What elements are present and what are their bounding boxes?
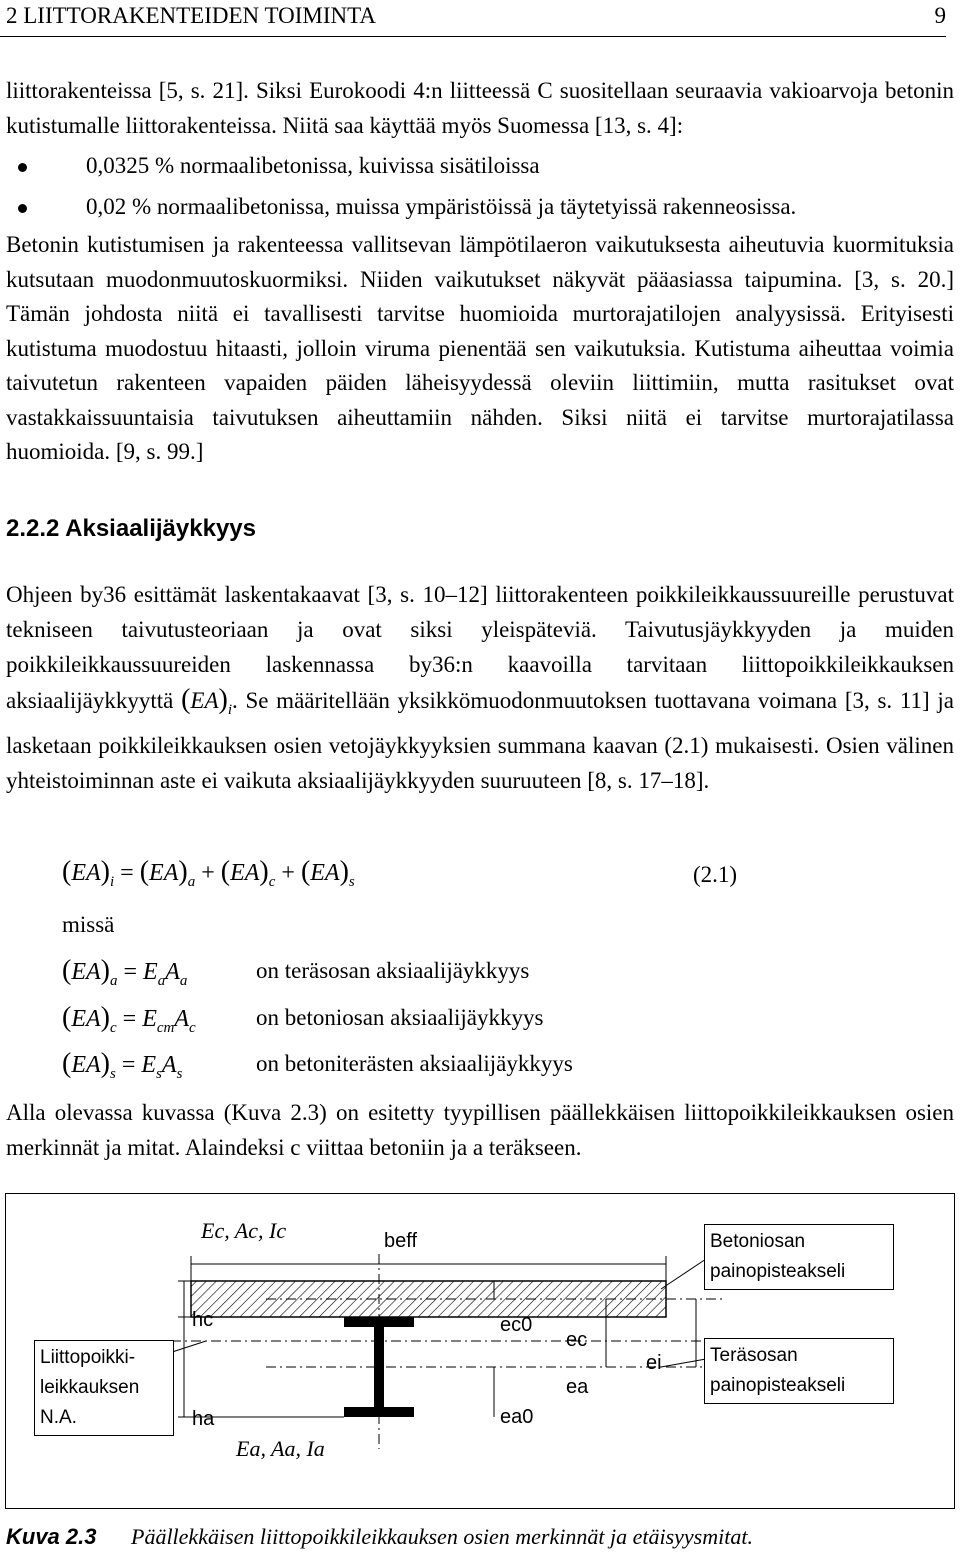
where-word: missä (62, 912, 115, 937)
figure-2-3 (5, 1193, 955, 1509)
def-steel-text: on teräsosan aksiaalijäykkyys (256, 958, 530, 983)
ha-label: ha (192, 1408, 215, 1430)
hc-label: hc (192, 1309, 214, 1331)
beff-label: beff (384, 1230, 417, 1252)
bullet-dot (18, 204, 27, 213)
steel-centroid-box: Teräsosan painopisteakseli (704, 1338, 894, 1404)
bullet-dot (18, 163, 27, 172)
steel-properties-label: Ea, Aa, Ia (236, 1436, 325, 1461)
paragraph-3: Ohjeen by36 esittämät laskentakaavat [3, s. 10–12] liittorakenteen poikkileikkaussuureille perustuvat tekniseen taivutusteoriaan ja ovat siksi yleispäteviä. Taivutusjäykkyyden ja muiden poikkileikkaussuureiden laskennassa by36:n kaavoilla tarvitaan liittopoikkileikkauksen aksiaalijäykkyyttä $(EA)_i$. Se määritellään yksikkömuodonmuutoksen tuottavana voimana [3, s. 11] ja lasketaan poikkileikkauksen osien vetojäykkyyksien summana kaavan (2.1) mukaisesti. Osien välinen yhteistoiminnan aste ei vaikuta aksiaalijäykkyyden suuruuteen [8, s. 17–18]. (6, 582, 954, 793)
section-heading: 2.2.2 Aksiaalijäykkyys (6, 515, 256, 542)
def-rebar-text: on betoniterästen aksiaalijäykkyys (256, 1051, 573, 1076)
def-concrete-text: on betoniosan aksiaalijäykkyys (256, 1005, 544, 1030)
page-number: 9 (934, 3, 946, 28)
inline-EA-i: $(EA)_i$ (181, 684, 232, 718)
ei-label: ei (646, 1352, 662, 1374)
def-rebar-formula: $(EA)_s = E_sA_s$ (62, 1048, 183, 1082)
equation-2-1: $(EA)_i = (EA)_a + (EA)_c + (EA)_s$ (62, 856, 355, 890)
chapter-title: 2 LIITTORAKENTEIDEN TOIMINTA (6, 3, 376, 28)
ea0-label: ea0 (500, 1406, 534, 1428)
caption-text: Päällekkäisen liittopoikkileikkauksen osien merkinnät ja etäisyysmitat. (131, 1524, 753, 1549)
concrete-centroid-box: Betoniosan painopisteakseli (704, 1224, 894, 1290)
equation-number: (2.1) (693, 862, 738, 887)
paragraph-1: liittorakenteissa [5, s. 21]. Siksi Eurokoodi 4:n liitteessä C suositellaan seuraavia vakioarvoja betonin kutistumalle liittorakenteissa. Niitä saa käyttää myös Suomessa [13, s. 4]: (6, 78, 954, 138)
page-header (0, 2, 946, 37)
ec-label: ec (566, 1329, 588, 1351)
def-concrete-formula: $(EA)_c = E_{cm}A_c$ (62, 1002, 196, 1036)
ec0-label: ec0 (500, 1314, 533, 1336)
def-steel-formula: $(EA)_a = E_aA_a$ (62, 955, 188, 989)
ea-label: ea (566, 1376, 589, 1398)
caption-label: Kuva 2.3 (6, 1524, 97, 1549)
concrete-properties-label: Ec, Ac, Ic (201, 1218, 287, 1243)
figure-caption (6, 1524, 753, 1550)
paragraph-2: Betonin kutistumisen ja rakenteessa vallitsevan lämpötilaeron vaikutuksesta aiheutuvia kuormituksia kutsutaan muodonmuutoskuormiksi. Niiden vaikutukset näkyvät pääasiassa taipumina. [3, s. 20.] Tämän johdosta niitä ei tavallisesti tarvitse huomioida murtorajatilojen analyysissä. Erityisesti kutistuma muodostuu hitaasti, jolloin viruma pienentää sen vaikutuksia. Kutistuma aiheuttaa voimia taivutetun rakenteen vapaiden päiden läheisyydessä oleviin liittimiin, mutta rasitukset ovat vastakkaissuuntaisia taivutuksen aiheuttamiin nähden. Siksi niitä ei tarvitse murtorajatilassa huomioida. [9, s. 99.] (6, 232, 954, 464)
neutral-axis-box: Liittopoikki- leikkauksen N.A. (34, 1340, 174, 1436)
paragraph-4: Alla olevassa kuvassa (Kuva 2.3) on esitetty tyypillisen päällekkäisen liittopoikkileikkauksen osien merkinnät ja mitat. Alaindeksi c viittaa betoniin ja a teräkseen. (6, 1100, 954, 1160)
